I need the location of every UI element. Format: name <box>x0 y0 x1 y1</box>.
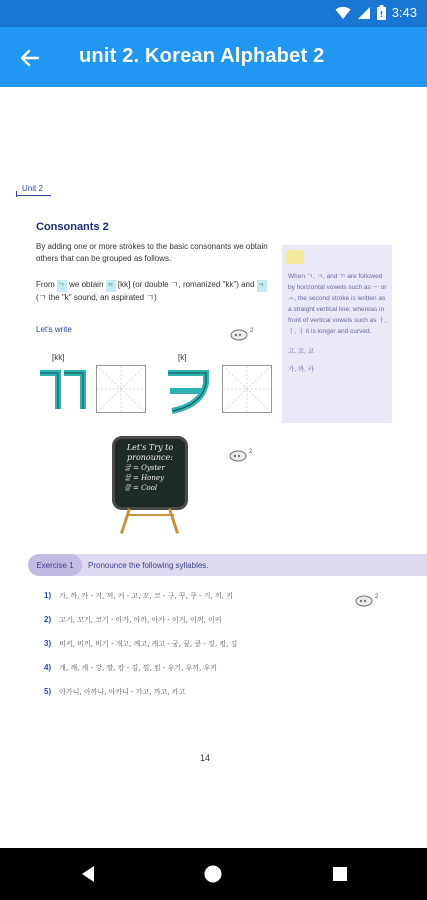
audio-icon[interactable] <box>229 326 253 342</box>
app-bar <box>0 27 427 87</box>
status-bar <box>0 0 427 27</box>
nav-recents-button[interactable] <box>328 862 352 886</box>
system-nav-bar <box>0 848 427 900</box>
arrow-left-icon <box>20 48 40 68</box>
exercise-row: 3) 비키, 비끼, 비기 - 개고, 깨고, 캐고 - 궁, 꿍, 쿵 - 깅, 킹, 깅 <box>44 639 238 648</box>
svg-text:!: ! <box>379 10 384 19</box>
exercise-row: 5) 아가니, 아까니, 아카니 - 가고, 까고, 카고 <box>44 687 186 696</box>
unit-tick <box>16 191 17 197</box>
lets-write-label: Let's write <box>36 325 72 334</box>
easel-bar <box>126 514 174 516</box>
highlight-kk: ㄲ <box>106 280 116 292</box>
battery-icon <box>377 5 386 20</box>
page-number: 14 <box>200 753 211 763</box>
unit-tag: Unit 2 <box>22 184 43 193</box>
unit-underline <box>16 195 51 196</box>
note-hand-icon <box>286 250 304 264</box>
stroke-order-k <box>162 365 220 415</box>
chalkboard-face: Let's Try to pronounce: 굴 = Oyster 꿀 = Honey 쿨 = Cool <box>112 436 188 510</box>
svg-text:2: 2 <box>249 449 253 455</box>
status-icons <box>335 5 417 20</box>
svg-text:2: 2 <box>375 594 379 600</box>
status-time: 3:43 <box>391 5 417 20</box>
easel-leg <box>120 508 131 534</box>
exercise-title: Pronounce the following syllables. <box>88 561 209 570</box>
char-label-k: [k] <box>178 353 187 362</box>
stroke-order-kk <box>36 365 94 415</box>
chalkboard <box>112 436 188 534</box>
home-circle-icon <box>203 864 223 884</box>
note-text: When ㄱ, ㅋ, and ㄲ are followed by horizontal vowels such as ㅡ or ㅗ, the second stroke is written as a straight vertical line; whereas in front of vertical vowels such as ㅏ, ㅣ, ㅓ it is longer and curved. <box>288 273 387 335</box>
exercise-row: 4) 개, 깨, 캐 - 강, 깡, 캉 - 김, 낌, 킴 - 우기, 우끼, 우키 <box>44 663 218 672</box>
highlight-g: ㄱ <box>57 280 67 292</box>
nav-home-button[interactable] <box>201 862 225 886</box>
page-title: unit 2. Korean Alphabet 2 <box>79 45 325 67</box>
writing-grid-kk[interactable] <box>96 365 146 413</box>
intro-paragraph: By adding one or more strokes to the basic consonants we obtain others that can be grouped as follows. <box>36 242 268 263</box>
svg-text:2: 2 <box>250 328 254 334</box>
easel-leg <box>168 508 179 534</box>
wifi-icon <box>335 6 351 20</box>
note-examples-1: 고, 꼬, 코 <box>288 348 315 355</box>
char-label-kk: [kk] <box>52 353 65 362</box>
exercise-label: Exercise 1 <box>28 554 82 576</box>
note-box <box>282 245 392 423</box>
audio-icon[interactable] <box>354 592 378 608</box>
exercise-row: 2) 고기, 꼬기, 코기 - 아가, 아까, 아카 - 이거, 이꺼, 이커 <box>44 615 222 624</box>
writing-grid-k[interactable] <box>222 365 272 413</box>
highlight-k: ㅋ <box>257 280 267 292</box>
note-examples-2: 가, 까, 카 <box>288 366 315 373</box>
back-triangle-icon <box>79 865 97 883</box>
section-title: Consonants 2 <box>36 221 109 233</box>
from-paragraph: From ㄱ we obtain ㄲ [kk] (or double ㄱ, romanized "kk") and ㅋ (ㄱ the "k" sound, an aspirated ㄱ) <box>36 279 276 304</box>
exercise-row: 1) 가, 까, 카 - 거, 꺼, 커 - 고, 꼬, 코 - 구, 꾸, 쿠 - 기, 끼, 키 <box>44 591 233 600</box>
nav-back-button[interactable] <box>76 862 100 886</box>
recents-square-icon <box>332 866 348 882</box>
document-page[interactable] <box>0 87 427 848</box>
back-button[interactable] <box>12 40 48 76</box>
audio-icon[interactable] <box>228 447 252 463</box>
signal-icon <box>357 6 371 20</box>
